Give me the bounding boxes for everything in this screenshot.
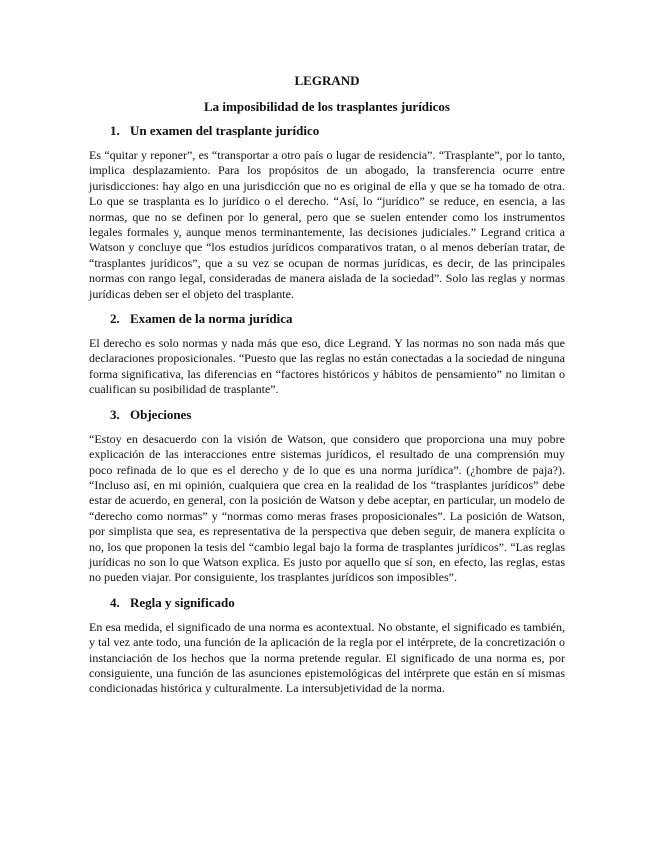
section-body-2: El derecho es solo normas y nada más que eso, dice Legrand. Y las normas no son nada más que declaraciones proposicionales. “Puesto que las reglas no están conectadas a la sociedad de ninguna forma significativa, las diferencias en “factores históricos y hábitos de pensamiento” no limitan o cualifican su posibilidad de trasplante”.	[89, 336, 565, 397]
document-author: LEGRAND	[294, 73, 360, 88]
section-heading-text: Examen de la norma jurídica	[130, 311, 293, 327]
section-heading-text: Objeciones	[130, 406, 192, 422]
section-body-1: Es “quitar y reponer”, es “transportar a otro país o lugar de residencia”. “Trasplante”, por lo tanto, implica desplazamiento. Para los propósitos de un abogado, la transferencia ocurre entre jurisdicciones: hay algo en una jurisdicción que no es original de ella y que se ha tomado de otra. Lo que se trasplanta es lo jurídico o el derecho. “Así, lo “jurídico” se reduce, en esencia, a las normas, que no se definen por lo general, pero que se suelen entender como los instrumentos legales formales y, aunque menos terminantemente, las decisiones judiciales.” Legrand critica a Watson y concluye que “los estudios jurídicos comparativos tratan, o al menos deberían tratar, de “trasplantes jurídicos”, que a su vez se ocupan de normas jurídicas, es decir, de las principales normas con rango legal, consideradas de manera aislada de la sociedad”. Solo las reglas y normas jurídicas deben ser el objeto del trasplante.	[89, 148, 565, 301]
section-heading-3	[89, 407, 565, 423]
section-body-4: En esa medida, el significado de una norma es acontextual. No obstante, el significado es también, y tal vez ante todo, una función de la aplicación de la regla por el intérprete, de la concretización o instanciación de los hechos que la norma pretende regular. El significado de una norma es, por consiguiente, una función de las asunciones epistemológicas del intérprete que están en sí mismas condicionadas histórica y culturalmente. La intersubjetividad de la norma.	[89, 619, 565, 696]
section-heading-2	[89, 311, 565, 327]
section-number: 4.	[110, 594, 120, 610]
section-body-3: “Estoy en desacuerdo con la visión de Watson, que considero que proporciona una muy pobre explicación de las interacciones entre sistemas jurídicos, el resultado de una comprensión muy poco refinada de lo que es el derecho y de lo que es una norma jurídica”. (¿hombre de paja?). “Incluso así, en mi opinión, cualquiera que crea en la realidad de los “trasplantes jurídicos” debe estar de acuerdo, en general, con la posición de Watson y debe aceptar, en particular, un modelo de “derecho como normas” y “normas como meras frases proposicionales”. La posición de Watson, por simplista que sea, es representativa de la perspectiva que deben seguir, de manera explícita o no, los que proponen la tesis del “cambio legal bajo la forma de trasplantes jurídicos”. “Las reglas jurídicas no son lo que Watson explica. Es justo por aquello que sí son, en efecto, las reglas, estas no pueden viajar. Por consiguiente, los trasplantes jurídicos son imposibles”.	[89, 431, 565, 585]
section-heading-text: Un examen del trasplante jurídico	[130, 123, 320, 138]
section-heading-1	[89, 123, 565, 139]
section-number: 1.	[110, 123, 120, 138]
document-page	[89, 73, 565, 706]
section-heading-text: Regla y significado	[130, 594, 235, 610]
document-title: La imposibilidad de los trasplantes jurídicos	[204, 99, 450, 114]
section-number: 3.	[110, 406, 120, 422]
section-number: 2.	[110, 311, 120, 327]
section-heading-4	[89, 595, 565, 611]
